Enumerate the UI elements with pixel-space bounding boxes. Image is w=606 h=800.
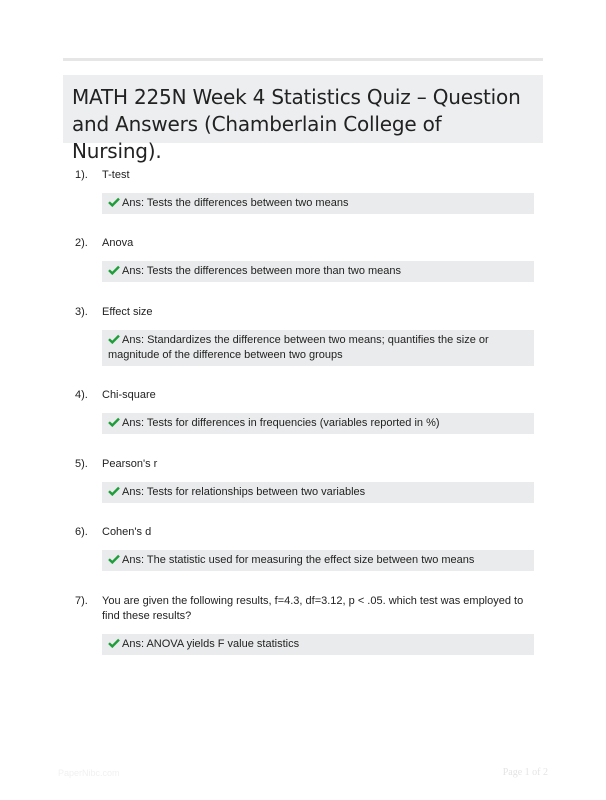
answer-box: [102, 413, 534, 434]
question-text: Chi-square: [102, 389, 156, 401]
question-text: You are given the following results, f=4.3, df=3.12, p < .05. which test was employed to find these results?: [102, 595, 524, 622]
check-icon: [108, 638, 120, 648]
question-text: Cohen's d: [102, 526, 152, 538]
answer-box: [102, 482, 534, 503]
question-text: Effect size: [102, 306, 153, 318]
question-number: 2).: [75, 237, 88, 249]
page-number: Page 1 of 2: [502, 767, 548, 778]
check-icon: [108, 197, 120, 207]
top-divider: [63, 58, 543, 61]
question-text: Pearson's r: [102, 458, 158, 470]
question-number: 6).: [75, 526, 88, 538]
footer-watermark: PaperNibc.com: [58, 768, 120, 778]
answer-text: Ans: Tests the differences between more than two means: [122, 265, 402, 277]
question-text: Anova: [102, 237, 134, 249]
answer-box: [102, 550, 534, 571]
check-icon: [108, 265, 120, 275]
document-title: MATH 225N Week 4 Statistics Quiz – Question and Answers (Chamberlain College of Nursing).: [72, 85, 521, 163]
check-icon: [108, 486, 120, 496]
answer-box: [102, 634, 534, 655]
check-icon: [108, 417, 120, 427]
title-box: [63, 75, 543, 163]
answer-text: Ans: Tests for differences in frequencies (variables reported in %): [122, 417, 440, 429]
answer-text: Ans: ANOVA yields F value statistics: [122, 638, 300, 650]
question-text: T-test: [102, 169, 130, 181]
question-number: 1).: [75, 169, 88, 181]
answer-text: Ans: Tests for relationships between two variables: [122, 486, 366, 498]
answer-box: [102, 193, 534, 214]
answer-text: Ans: Tests the differences between two means: [122, 197, 349, 209]
question-number: 3).: [75, 306, 88, 318]
answer-box: [102, 330, 534, 366]
answer-text: Ans: Standardizes the difference between two means; quantifies the size or magnitude of the difference between two groups: [108, 334, 489, 361]
question-number: 4).: [75, 389, 88, 401]
check-icon: [108, 554, 120, 564]
check-icon: [108, 334, 120, 344]
question-number: 5).: [75, 458, 88, 470]
answer-text: Ans: The statistic used for measuring the effect size between two means: [122, 554, 475, 566]
question-number: 7).: [75, 595, 88, 607]
answer-box: [102, 261, 534, 282]
